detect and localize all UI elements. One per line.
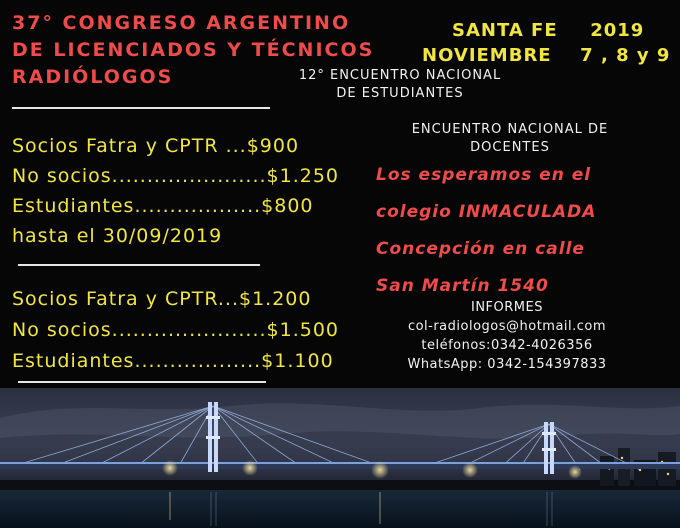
late-price-row: No socios......................$1.500 [12,319,340,341]
contact-phone[interactable]: teléfonos:0342-4026356 [421,338,593,353]
title-line-1: 37° CONGRESO ARGENTINO [12,12,351,34]
early-price-row: No socios......................$1.250 [12,165,340,187]
contact-info [380,300,634,376]
contact-heading: INFORMES [471,300,543,315]
divider [18,381,266,383]
divider [18,264,260,266]
event-place [452,20,644,41]
students-meeting [270,68,530,101]
invite-line-3: Concepción en calle [376,239,585,259]
contact-email[interactable]: col-radiologos@hotmail.com [407,319,607,334]
contact-whatsapp[interactable]: WhatsApp: 0342-154397833 [407,357,607,372]
event-city: SANTA FE [452,20,558,41]
late-price-row: Estudiantes..................$1.100 [12,350,334,372]
early-price-row: Socios Fatra y CPTR ...$900 [12,135,300,157]
invite-line-1: Los esperamos en el [376,165,592,185]
teachers-line-2: DOCENTES [470,140,550,155]
early-price-row: Estudiantes..................$800 [12,195,314,217]
event-month: NOVIEMBRE [422,45,552,66]
early-price-list [12,135,339,255]
event-year: 2019 [590,20,645,41]
invitation-text [376,165,596,313]
students-line-1: 12° ENCUENTRO NACIONAL [298,68,502,83]
event-date [422,45,670,66]
students-line-2: DE ESTUDIANTES [336,86,464,101]
bridge-night-photo [0,388,680,528]
late-price-list [12,288,339,381]
event-days: 7 , 8 y 9 [580,45,671,66]
title-line-2: DE LICENCIADOS Y TÉCNICOS [12,39,375,61]
invite-line-2: colegio INMACULADA [376,202,597,222]
divider [12,107,270,109]
title-line-3: RADIÓLOGOS [12,66,174,88]
invite-line-4: San Martín 1540 [376,276,549,296]
late-price-row: Socios Fatra y CPTR...$1.200 [12,288,312,310]
early-price-deadline: hasta el 30/09/2019 [12,225,223,247]
teachers-line-1: ENCUENTRO NACIONAL DE [411,122,609,137]
teachers-meeting [380,122,640,155]
